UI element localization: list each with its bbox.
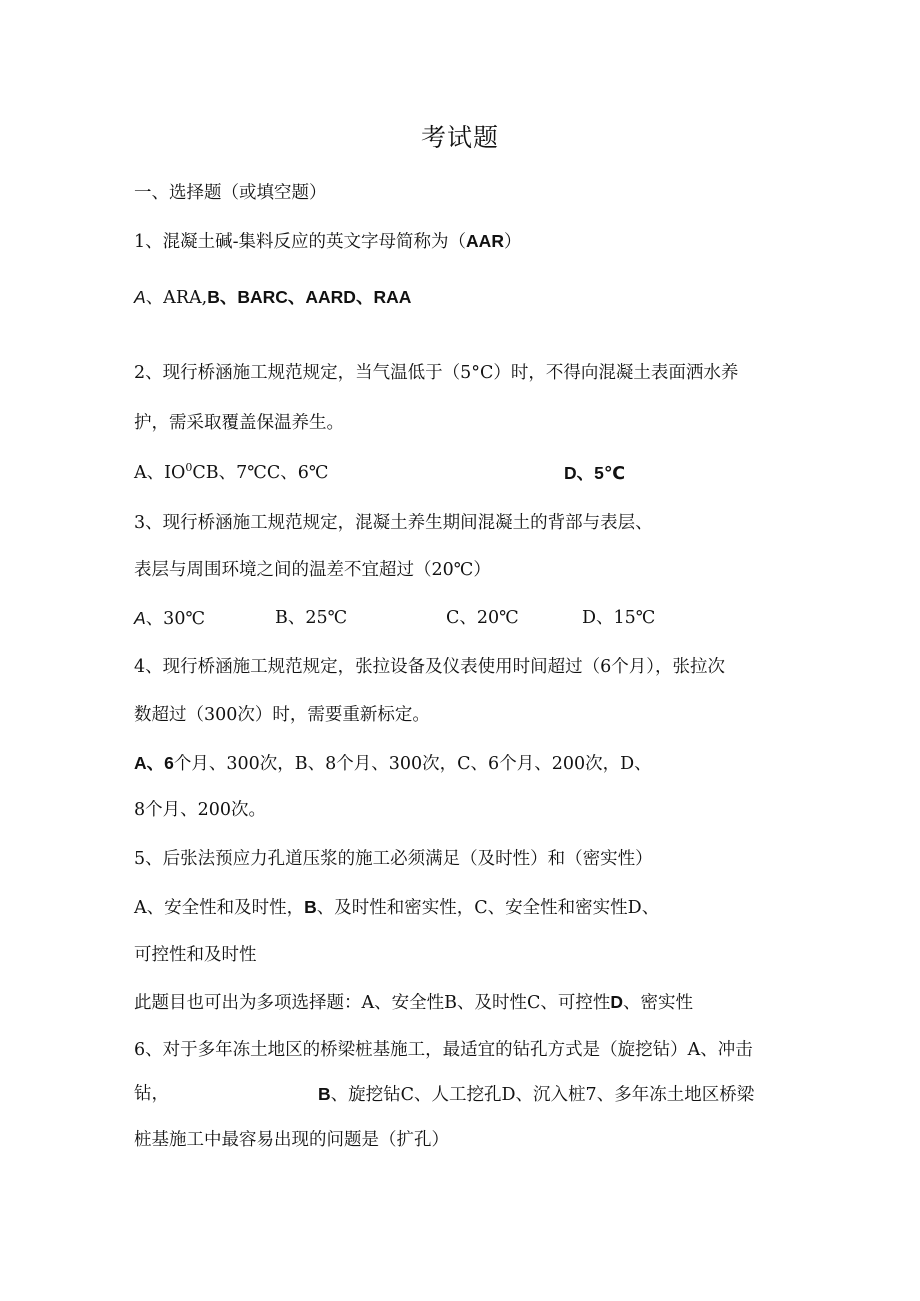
question-4-line-2: 数超过（300次）时，需要重新标定。 (134, 705, 430, 725)
question-6-line-3: 桩基施工中最容易出现的问题是（扩孔） (134, 1130, 449, 1150)
question-5-line-1: 5、后张法预应力孔道压浆的施工必须满足（及时性）和（密实性） (134, 849, 653, 869)
question-2-line-1: 2、现行桥涵施工规范规定，当气温低于（5°C）时，不得向混凝土表面洒水养 (134, 363, 739, 383)
question-6-line-1: 6、对于多年冻土地区的桥梁桩基施工，最适宜的钻孔方式是（旋挖钻）A、冲击 (134, 1040, 753, 1060)
question-3-option-b: B、25℃ (275, 608, 348, 628)
question-5-options: A、安全性和及时性，B、及时性和密实性，C、安全性和密实性D、 (134, 897, 660, 918)
question-1-options: A、ARA,B、BARC、AARD、RAA (134, 287, 412, 308)
question-5-note: 此题目也可出为多项选择题：A、安全性B、及时性C、可控性D、密实性 (134, 992, 694, 1013)
question-3-option-d: D、15℃ (582, 608, 656, 628)
question-2-line-2: 护，需采取覆盖保温养生。 (134, 413, 344, 433)
question-3-line-1: 3、现行桥涵施工规范规定，混凝土养生期间混凝土的背部与表层、 (134, 513, 653, 533)
question-4-line-1: 4、现行桥涵施工规范规定，张拉设备及仪表使用时间超过（6个月），张拉次 (134, 657, 726, 677)
question-3-option-c: C、20℃ (446, 608, 519, 628)
question-6-line-2: 钻， (134, 1084, 169, 1104)
question-3-line-2: 表层与周围环境之间的温差不宜超过（20℃） (134, 560, 491, 580)
question-4-options: A、6个月、300次，B、8个月、300次，C、6个月、200次，D、 (134, 753, 652, 774)
section-heading: 一、选择题（或填空题） (134, 183, 327, 203)
question-5-options-cont: 可控性和及时性 (134, 945, 257, 965)
question-2-option-d: D、5℃ (564, 463, 626, 483)
page-title: 考试题 (420, 123, 499, 152)
question-6-line-2-options: B、旋挖钻C、人工挖孔D、沉入桩7、多年冻土地区桥梁 (318, 1084, 755, 1105)
question-1-answer: AAR (466, 231, 504, 251)
question-2-options: A、$IO^0CB$、7℃C、6℃ (134, 461, 329, 483)
question-1-stem: 1、混凝土碱-集料反应的英文字母简称为（AAR） (134, 231, 522, 252)
question-4-options-cont: 8个月、200次。 (134, 800, 267, 820)
question-3-option-a: A、30℃ (134, 608, 206, 629)
